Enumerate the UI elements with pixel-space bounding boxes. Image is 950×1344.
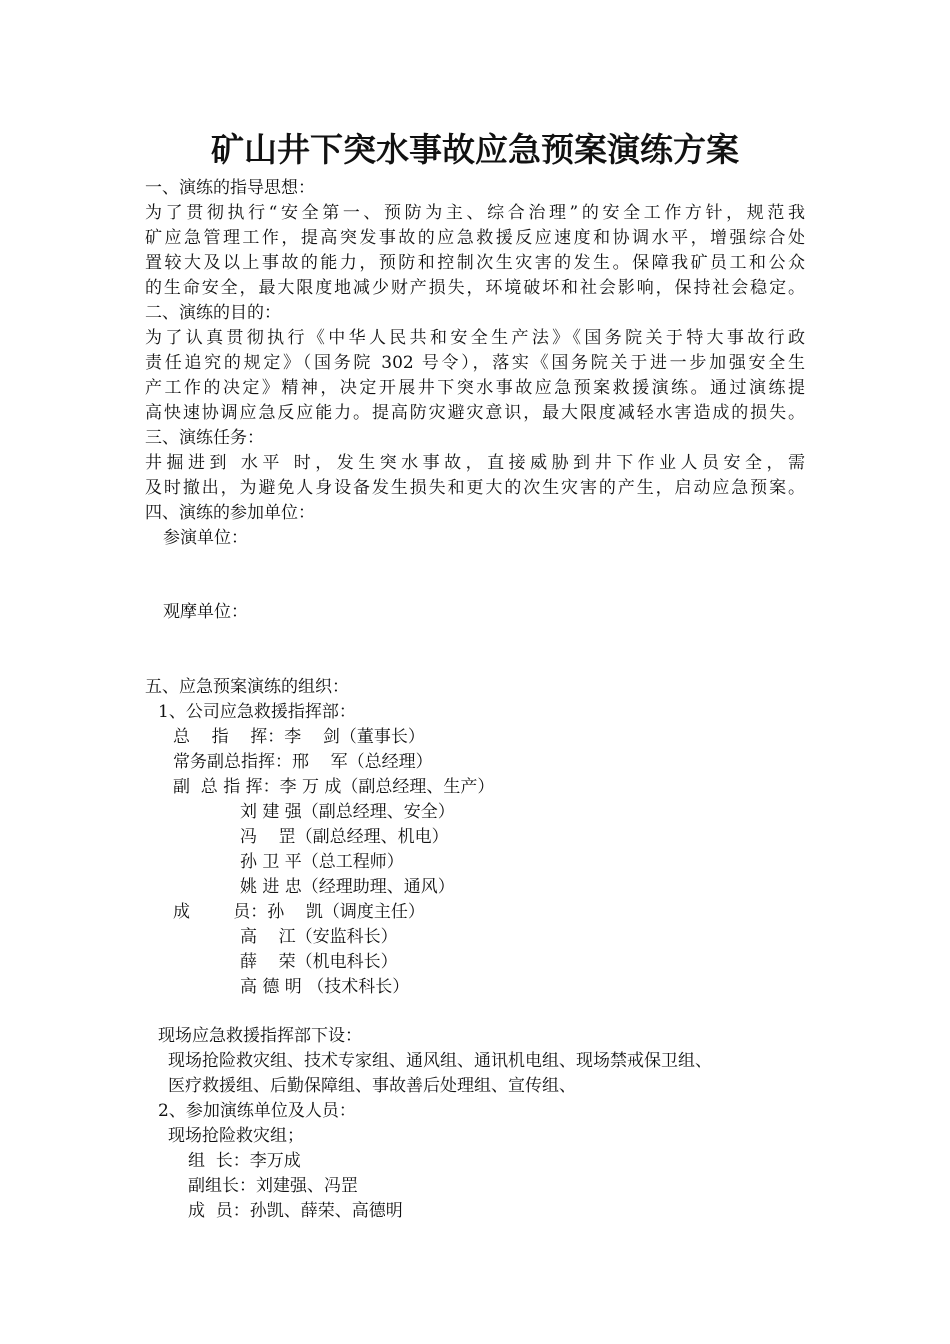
section-heading-purpose: 二、演练的目的：	[145, 303, 281, 323]
subsection-command-hq: 1、公司应急救援指挥部：	[158, 702, 356, 722]
command-line: 高 德 明 （技术科长）	[240, 977, 410, 997]
section-heading-task: 三、演练任务：	[145, 428, 264, 448]
section-heading-organization: 五、应急预案演练的组织：	[145, 677, 349, 697]
paragraph-line: 为了贯彻执行“安全第一、预防为主、综合治理”的安全工作方针，规范我	[145, 203, 805, 223]
command-line: 孙 卫 平（总工程师）	[240, 852, 404, 872]
command-line: 刘 建 强（副总经理、安全）	[240, 802, 455, 822]
paragraph-line: 井掘进到 水平 时，发生突水事故，直接威胁到井下作业人员安全，需	[145, 453, 805, 473]
field-hq-label: 现场应急救援指挥部下设：	[158, 1026, 362, 1046]
paragraph-line: 及时撤出，为避免人身设备发生损失和更大的次生灾害的产生，启动应急预案。	[145, 478, 805, 498]
rescue-member-line: 成 员：孙凯、薛荣、高德明	[188, 1201, 403, 1221]
paragraph-line: 高快速协调应急反应能力。提高防灾避灾意识，最大限度减轻水害造成的损失。	[145, 403, 805, 423]
section-heading-guiding-thought: 一、演练的指导思想：	[145, 178, 315, 198]
paragraph-line: 矿应急管理工作，提高突发事故的应急救援反应速度和协调水平，增强综合处	[145, 228, 805, 248]
command-line: 薛 荣（机电科长）	[240, 952, 398, 972]
group-list-line: 现场抢险救灾组、技术专家组、通风组、通讯机电组、现场禁戒保卫组、	[168, 1051, 712, 1071]
paragraph-line: 的生命安全，最大限度地减少财产损失，环境破坏和社会影响，保持社会稳定。	[145, 278, 805, 298]
rescue-member-line: 副组长：刘建强、冯罡	[188, 1176, 358, 1196]
command-line: 高 江（安监科长）	[240, 927, 398, 947]
group-list-line: 医疗救援组、后勤保障组、事故善后处理组、宣传组、	[168, 1076, 576, 1096]
command-line: 副 总 指 挥：李 万 成（副总经理、生产）	[173, 777, 495, 797]
observing-units-label: 观摩单位：	[163, 602, 248, 622]
paragraph-line: 置较大及以上事故的能力，预防和控制次生灾害的发生。保障我矿员工和公众	[145, 253, 805, 273]
document-title: 矿山井下突水事故应急预案演练方案	[211, 130, 739, 169]
command-line: 姚 进 忠（经理助理、通风）	[240, 877, 455, 897]
command-line: 总 指 挥：李 剑（董事长）	[173, 727, 425, 747]
command-line: 成 员：孙 凯（调度主任）	[173, 902, 425, 922]
paragraph-line: 为了认真贯彻执行《中华人民共和安全生产法》《国务院关于特大事故行政	[145, 328, 805, 348]
command-line: 冯 罡（副总经理、机电）	[240, 827, 449, 847]
paragraph-line: 责任追究的规定》（国务院 302 号令），落实《国务院关于进一步加强安全生	[145, 353, 805, 373]
rescue-group-label: 现场抢险救灾组；	[168, 1126, 304, 1146]
subsection-participants: 2、参加演练单位及人员：	[158, 1101, 356, 1121]
participating-units-label: 参演单位：	[163, 528, 248, 548]
paragraph-line: 产工作的决定》精神，决定开展井下突水事故应急预案救援演练。通过演练提	[145, 378, 805, 398]
command-line: 常务副总指挥：邢 军（总经理）	[173, 752, 433, 772]
rescue-member-line: 组 长：李万成	[188, 1151, 301, 1171]
section-heading-participants: 四、演练的参加单位：	[145, 503, 315, 523]
